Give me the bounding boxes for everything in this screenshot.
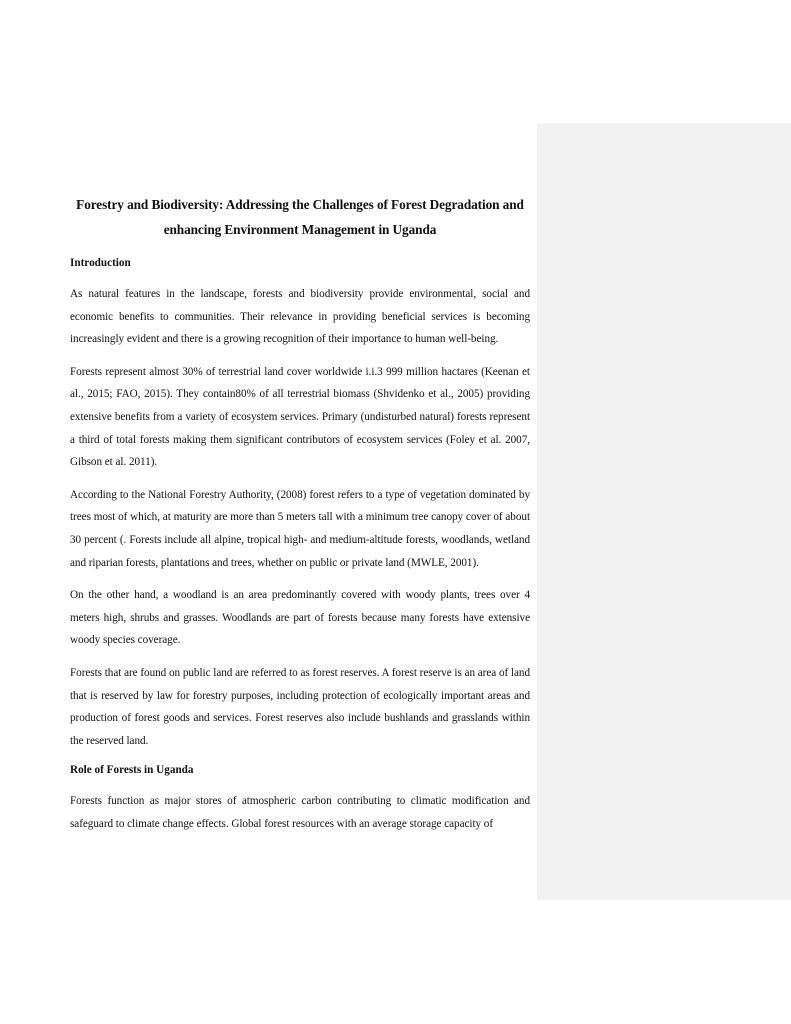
comment-pane <box>537 123 791 900</box>
paragraph: On the other hand, a woodland is an area predominantly covered with woody plants, trees over 4 meters high, shrubs and grasses. Woodlands are part of forests because many forests have extensive woody species coverage. <box>70 589 530 647</box>
document-body <box>70 192 530 845</box>
paragraph: Forests function as major stores of atmospheric carbon contributing to climatic modification and safeguard to climate change effects. Global forest resources with an average storage capacity of <box>70 795 530 830</box>
paragraph: As natural features in the landscape, forests and biodiversity provide environmental, social and economic benefits to communities. Their relevance in providing beneficial services is becoming increasingly evident and there is a growing recognition of their importance to human well-being. <box>70 288 530 346</box>
paragraph: Forests that are found on public land are referred to as forest reserves. A forest reserve is an area of land that is reserved by law for forestry purposes, including protection of ecologically important areas and production of forest goods and services. Forest reserves also include bushlands and grasslands within the reserved land. <box>70 666 530 747</box>
section-heading-role-of-forests: Role of Forests in Uganda <box>70 764 194 777</box>
paragraph: Forests represent almost 30% of terrestrial land cover worldwide i.i.3 999 million hactares (Keenan et al., 2015; FAO, 2015). They contain80% of all terrestrial biomass (Shvidenko et al., 2005) providing extensive benefits from a variety of ecosystem services. Primary (undisturbed natural) forests represent a third of total forests making them significant contributors of ecosystem services (Foley et al. 2007, Gibson et al. 2011). <box>70 365 530 469</box>
document-title: Forestry and Biodiversity: Addressing the Challenges of Forest Degradation and enhancing Environment Management in Uganda <box>76 197 524 237</box>
section-heading-introduction: Introduction <box>70 257 131 269</box>
paragraph: According to the National Forestry Authority, (2008) forest refers to a type of vegetation dominated by trees most of which, at maturity are more than 5 meters tall with a minimum tree canopy cover of about 30 percent (. Forests include all alpine, tropical high- and medium-altitude forests, woodlands, wetland and riparian forests, plantations and trees, whether on public or private land (MWLE, 2001). <box>70 488 530 569</box>
